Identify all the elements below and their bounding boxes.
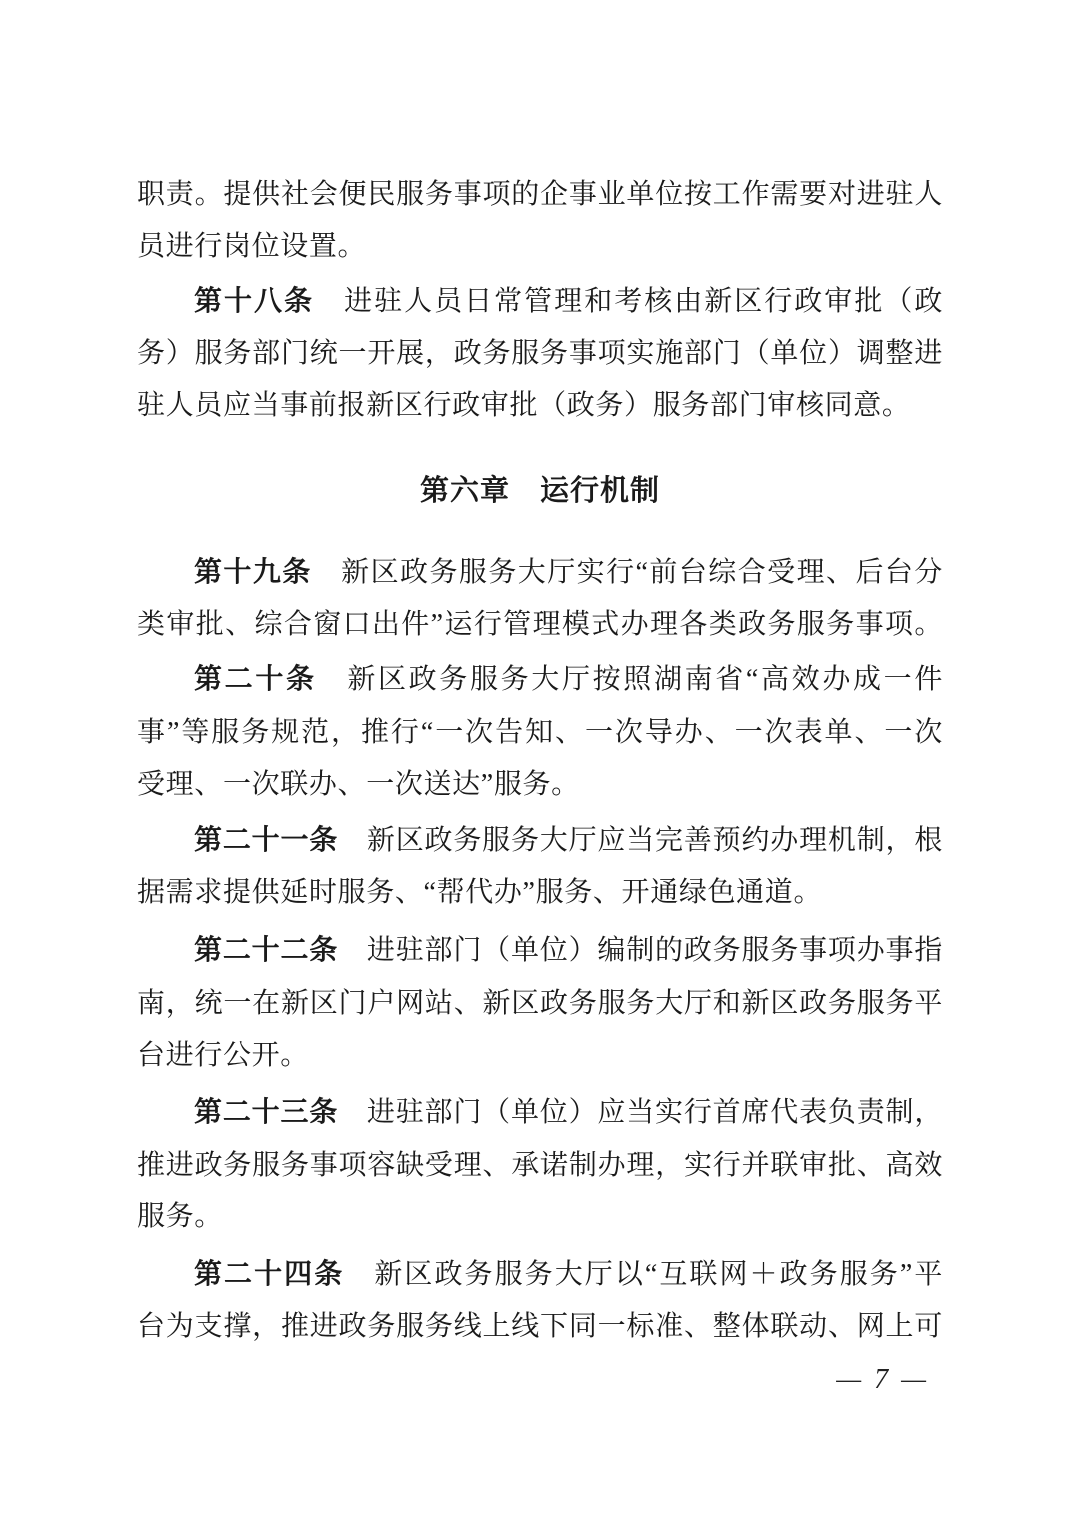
page-number: — 7 —: [836, 1364, 929, 1395]
document-line: [137, 1039, 943, 1072]
line-text: 进驻部门（单位）编制的政务服务事项办事指: [338, 935, 943, 966]
document-line: [137, 1149, 943, 1182]
article-number: 第二十一条: [194, 824, 339, 855]
line-text: 台进行公开。: [137, 1040, 309, 1071]
article-number: 第二十四条: [194, 1258, 345, 1289]
article-number: 第二十条: [194, 663, 317, 694]
document-line: [137, 1200, 943, 1233]
document-line: [137, 178, 943, 211]
line-text: 进驻人员日常管理和考核由新区行政审批（政: [314, 286, 943, 317]
chapter-heading: 第六章 运行机制: [419, 475, 660, 507]
line-text: 新区政务服务大厅按照湖南省“高效办成一件: [316, 664, 943, 695]
document-line: [137, 768, 943, 801]
document-line: [137, 716, 943, 749]
document-line: [137, 876, 943, 909]
article-number: 第十九条: [194, 556, 312, 587]
line-text: 务）服务部门统一开展，政务服务事项实施部门（单位）调整进: [137, 338, 943, 369]
document-line: [137, 285, 943, 318]
document-line: [137, 1310, 943, 1343]
document-line: [137, 663, 943, 696]
line-text: 推进政务服务事项容缺受理、承诺制办理，实行并联审批、高效: [137, 1150, 943, 1181]
document-line: [137, 934, 943, 967]
document-line: [137, 824, 943, 857]
line-text: 新区政务服务大厅实行“前台综合受理、后台分: [311, 557, 943, 588]
document-line: [137, 1258, 943, 1291]
article-number: 第十八条: [194, 285, 315, 316]
article-number: 第二十三条: [194, 1096, 339, 1127]
line-text: 据需求提供延时服务、“帮代办”服务、开通绿色通道。: [137, 877, 823, 908]
document-line: [137, 337, 943, 370]
line-text: 职责。提供社会便民服务事项的企事业单位按工作需要对进驻人: [137, 179, 943, 210]
line-text: 服务。: [137, 1201, 223, 1232]
document-line: [137, 230, 943, 263]
line-text: 员进行岗位设置。: [137, 231, 367, 262]
line-text: 受理、一次联办、一次送达”服务。: [137, 769, 580, 800]
line-text: 新区政务服务大厅应当完善预约办理机制，根: [338, 825, 943, 856]
line-text: 进驻部门（单位）应当实行首席代表负责制，: [338, 1097, 943, 1128]
line-text: 新区政务服务大厅以“互联网＋政务服务”平: [344, 1259, 943, 1290]
document-line: [137, 608, 943, 641]
line-text: 驻人员应当事前报新区行政审批（政务）服务部门审核同意。: [137, 390, 911, 421]
document-line: [137, 389, 943, 422]
line-text: 事”等服务规范，推行“一次告知、一次导办、一次表单、一次: [137, 717, 943, 748]
line-text: 南，统一在新区门户网站、新区政务服务大厅和新区政务服务平: [137, 988, 943, 1019]
line-text: 台为支撑，推进政务服务线上线下同一标准、整体联动、网上可: [137, 1311, 943, 1342]
article-number: 第二十二条: [194, 934, 339, 965]
document-line: [137, 1096, 943, 1129]
document-line: [137, 987, 943, 1020]
document-line: [137, 556, 943, 589]
line-text: 类审批、综合窗口出件”运行管理模式办理各类政务服务事项。: [137, 609, 943, 640]
document-content: [137, 0, 943, 1520]
